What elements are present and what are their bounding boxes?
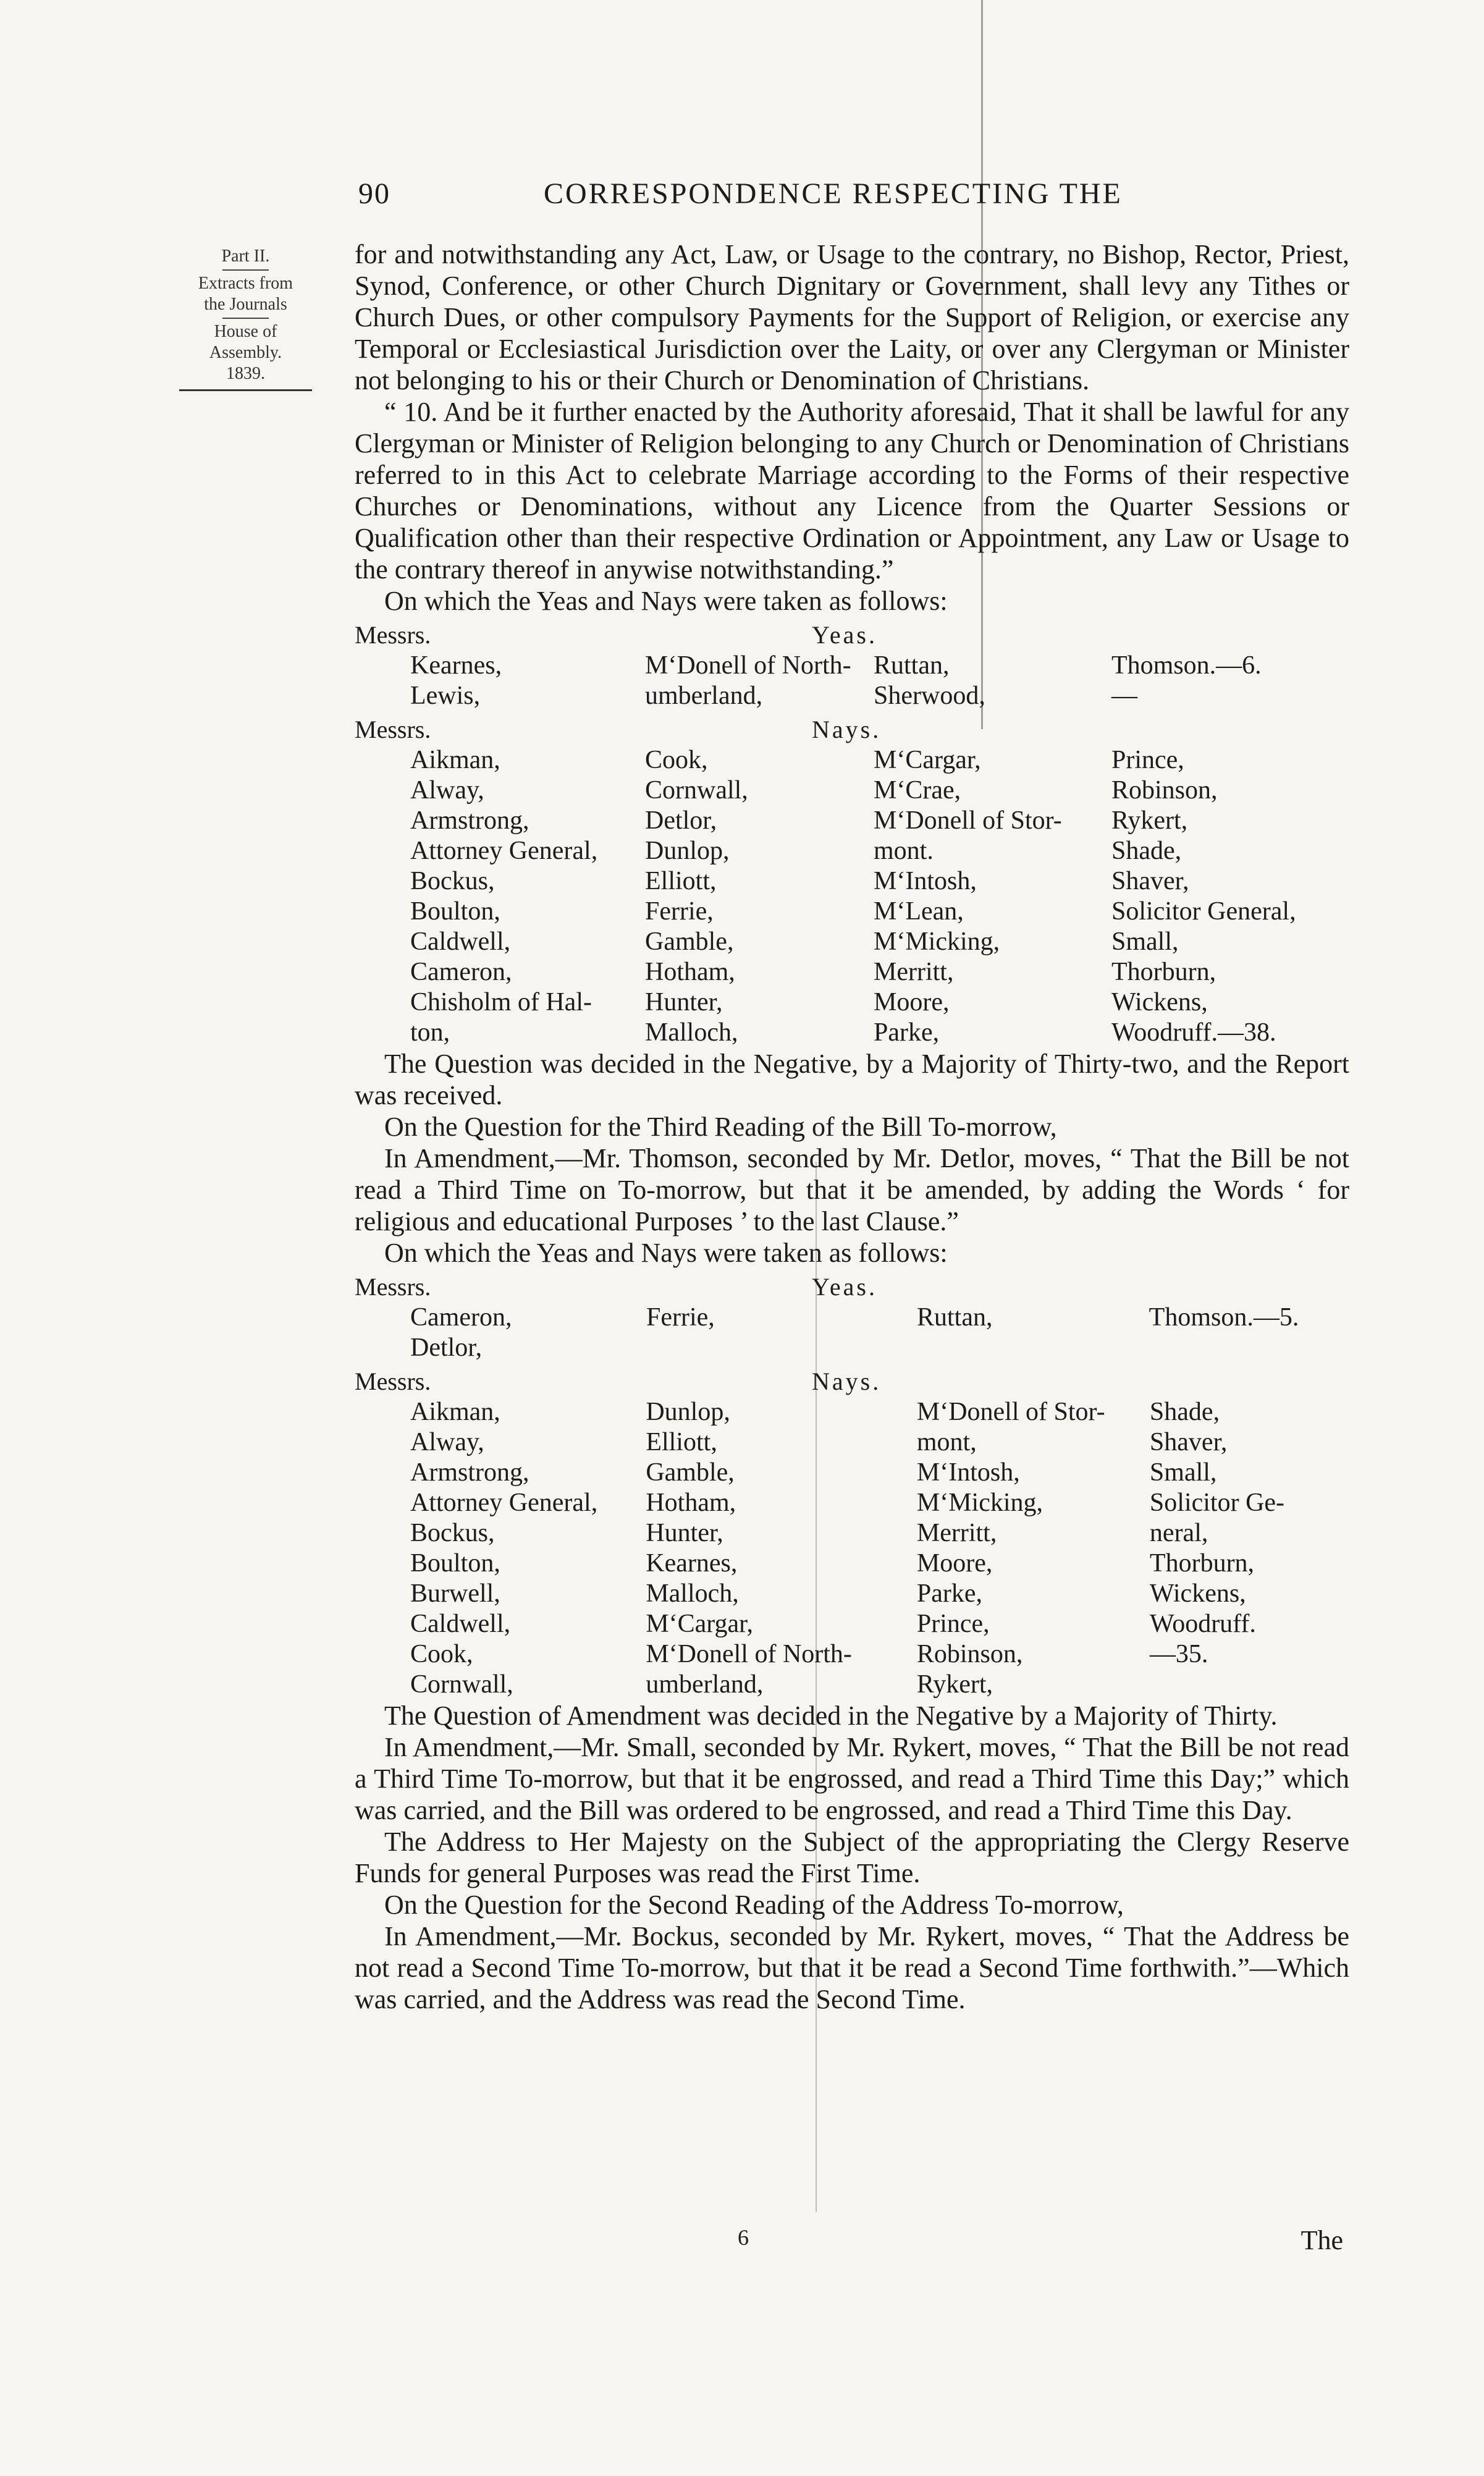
member-name: Shade, [1149, 1398, 1220, 1426]
paragraph: In Amendment,—Mr. Bockus, seconded by Mr. Rykert, moves, “ That the Address be not read a Second Time To-morrow, but that it be read a Second Time forthwith.”—Which was carried, and the Address was read the Second Time. [355, 1921, 1349, 2014]
name-row [410, 1579, 1349, 1609]
member-name: Cook, [410, 1640, 473, 1668]
catchword: The [1301, 2225, 1343, 2255]
paragraph: The Question of Amendment was decided in the Negative by a Majority of Thirty. [384, 1701, 1278, 1731]
signature-mark: 6 [738, 2225, 749, 2250]
nays-table [410, 745, 1334, 1048]
member-name: M‘Donell of North- [645, 651, 851, 680]
member-name: Aikman, [410, 1398, 500, 1426]
member-name: Aikman, [410, 746, 500, 774]
member-name: Malloch, [646, 1579, 739, 1608]
member-name: Ruttan, [916, 1303, 993, 1332]
member-name: Lewis, [410, 682, 481, 710]
member-name: Rykert, [1111, 806, 1188, 835]
member-name: Elliott, [645, 867, 717, 895]
yeas-label: Yeas. [812, 1273, 877, 1301]
member-name [917, 1333, 1149, 1363]
member-name: M‘Donell of Stor- [874, 806, 1062, 835]
margin-extract-line: Extracts from [198, 274, 293, 293]
member-name: Prince, [1111, 746, 1184, 774]
member-name: mont, [916, 1428, 977, 1456]
name-row [410, 987, 1334, 1018]
member-name: Cameron, [410, 958, 512, 986]
member-name: Kearnes, [646, 1549, 738, 1578]
member-name: Gamble, [645, 927, 734, 956]
member-name: Ferrie, [646, 1303, 715, 1332]
member-name: Solicitor Ge- [1149, 1489, 1285, 1517]
member-name: ton, [410, 1018, 450, 1047]
name-row [410, 1488, 1349, 1518]
messrs-label: Messrs. [355, 1367, 431, 1395]
member-name: Cameron, [410, 1303, 512, 1332]
paragraph: The Question was decided in the Negative, by a Majority of Thirty-two, and the Report was received. [355, 1049, 1349, 1110]
member-name: Armstrong, [410, 1458, 529, 1487]
member-name: Elliott, [646, 1428, 717, 1456]
member-name: Merritt, [916, 1519, 997, 1547]
member-name: Burwell, [410, 1579, 500, 1608]
messrs-label: Messrs. [355, 1273, 431, 1301]
name-row [410, 1518, 1349, 1549]
name-row [410, 957, 1334, 987]
member-name: Cornwall, [645, 776, 748, 805]
paragraph: The Address to Her Majesty on the Subject of the appropriating the Clergy Reserve Funds for general Purposes was read the First Time. [355, 1827, 1349, 1888]
name-row [410, 1018, 1334, 1048]
member-name: Parke, [874, 1018, 940, 1047]
member-name: Wickens, [1149, 1579, 1246, 1608]
name-row [410, 681, 1334, 711]
member-name: Thorburn, [1149, 1549, 1255, 1578]
paragraph: In Amendment,—Mr. Thomson, seconded by Mr. Detlor, moves, “ That the Bill be not read a Third Time on To-morrow, but that it be amended, by adding the Words ‘ for religious and educational Purposes ’ to the last Clause.” [355, 1143, 1349, 1236]
nays-table [410, 1397, 1349, 1700]
name-row [410, 1549, 1349, 1579]
nays-label: Nays. [812, 716, 882, 743]
member-name: Bockus, [410, 867, 495, 895]
name-row [410, 1458, 1349, 1488]
member-name: Small, [1149, 1458, 1217, 1487]
member-name: Shade, [1111, 837, 1182, 865]
running-header [358, 177, 1174, 220]
member-name: M‘Intosh, [916, 1458, 1020, 1487]
member-name: Moore, [874, 988, 950, 1016]
member-name: Small, [1111, 927, 1179, 956]
member-name: Robinson, [916, 1640, 1023, 1668]
member-name: Prince, [916, 1610, 990, 1638]
name-row [410, 1670, 1349, 1700]
member-name: Alway, [410, 776, 484, 805]
margin-house-line: 1839. [226, 364, 265, 383]
paragraph: “ 10. And be it further enacted by the Authority aforesaid, That it shall be lawful for any Clergyman or Minister of Religion belonging to any Church or Denomination of Christians referred to in this Act to celebrate Marriage according to the Forms of their respective Churches or Denominations, without any Licence from the Quarter Sessions or Qualification other than their respective Ordination or Appointment, any Law or Usage to the contrary thereof in anywise notwithstanding.” [355, 397, 1349, 585]
member-name: Woodruff. [1149, 1610, 1256, 1638]
member-name: Robinson, [1111, 776, 1218, 805]
member-name: Detlor, [410, 1333, 483, 1362]
member-name: umberland, [645, 682, 763, 710]
member-name: Ferrie, [645, 897, 714, 926]
paragraph: On which the Yeas and Nays were taken as follows: [384, 1238, 948, 1268]
member-name: M‘Crae, [874, 776, 961, 805]
member-name: Attorney General, [410, 1489, 598, 1517]
margin-rule [222, 318, 269, 319]
member-name: Chisholm of Hal- [410, 988, 592, 1016]
member-name: Parke, [916, 1579, 983, 1608]
name-row [410, 1609, 1349, 1639]
member-name: Woodruff.—38. [1111, 1018, 1276, 1047]
member-name: Thomson.—6. [1111, 651, 1262, 680]
member-name: Caldwell, [410, 927, 511, 956]
division-1-yeas [355, 619, 1349, 711]
member-name: Hunter, [645, 988, 723, 1016]
member-name: Alway, [410, 1428, 484, 1456]
margin-rule [222, 269, 269, 271]
member-name: Hotham, [645, 958, 735, 986]
member-name: Hunter, [646, 1519, 723, 1547]
member-name: Moore, [916, 1549, 993, 1578]
name-row [410, 897, 1334, 927]
member-name: Malloch, [645, 1018, 738, 1047]
member-name: M‘Donell of North- [646, 1640, 852, 1668]
member-name: M‘Micking, [874, 927, 1000, 956]
yeas-label: Yeas. [812, 621, 877, 649]
margin-extract-line: the Journals [204, 295, 287, 314]
member-name: Boulton, [410, 1549, 500, 1578]
member-name: M‘Cargar, [646, 1610, 753, 1638]
paragraph: In Amendment,—Mr. Small, seconded by Mr. Rykert, moves, “ That the Bill be not read a Third Time To-morrow, but that it be engrossed, and read a Third Time this Day;” which was carried, and the Bill was ordered to be engrossed, and read a Third Time this Day. [355, 1732, 1349, 1825]
margin-note [179, 246, 312, 391]
yeas-table [410, 1303, 1349, 1363]
member-name: umberland, [646, 1670, 764, 1699]
member-name: Ruttan, [874, 651, 950, 680]
division-1-nays [355, 714, 1349, 1048]
margin-rule [179, 389, 312, 391]
division-2-nays [355, 1366, 1349, 1700]
member-name: mont. [874, 837, 934, 865]
member-name: Bockus, [410, 1519, 495, 1547]
member-name: Boulton, [410, 897, 500, 926]
name-row [410, 775, 1334, 806]
member-name: Shaver, [1149, 1428, 1228, 1456]
name-row [410, 1397, 1349, 1427]
member-name: Dunlop, [645, 837, 730, 865]
paragraph: On the Question for the Third Reading of the Bill To-morrow, [384, 1112, 1057, 1142]
member-name: Dunlop, [646, 1398, 730, 1426]
member-name: Armstrong, [410, 806, 529, 835]
margin-part: Part II. [221, 247, 270, 266]
member-name: —35. [1149, 1640, 1208, 1668]
paragraph: On the Question for the Second Reading of the Address To-morrow, [384, 1890, 1124, 1920]
name-row [410, 927, 1334, 957]
member-name: M‘Intosh, [874, 867, 977, 895]
member-name: Merritt, [874, 958, 954, 986]
name-row [410, 836, 1334, 866]
name-row [410, 866, 1334, 897]
member-name: Sherwood, [874, 682, 985, 710]
yeas-table [410, 651, 1334, 711]
member-name: Wickens, [1111, 988, 1208, 1016]
member-name: Caldwell, [410, 1610, 511, 1638]
member-name [646, 1333, 917, 1363]
page-footer [355, 2225, 1349, 2262]
member-name: Thorburn, [1111, 958, 1216, 986]
margin-house-line: Assembly. [209, 343, 282, 362]
member-name: neral, [1149, 1519, 1208, 1547]
running-title: CORRESPONDENCE RESPECTING THE [544, 177, 1123, 210]
name-row [410, 1333, 1349, 1363]
nays-label: Nays. [812, 1367, 882, 1395]
name-row [410, 1427, 1349, 1458]
member-name: Rykert, [916, 1670, 993, 1699]
member-name: Cook, [645, 746, 708, 774]
member-name: Hotham, [646, 1489, 736, 1517]
member-name: M‘Micking, [916, 1489, 1043, 1517]
member-name: M‘Lean, [874, 897, 964, 926]
member-name: Attorney General, [410, 837, 598, 865]
page-number: 90 [358, 177, 390, 210]
name-row [410, 806, 1334, 836]
member-name [1149, 1333, 1349, 1363]
member-name: Kearnes, [410, 651, 502, 680]
name-row [410, 1303, 1349, 1333]
member-name: Gamble, [646, 1458, 735, 1487]
name-row [410, 651, 1334, 681]
margin-house-line: House of [214, 322, 277, 341]
member-name: Shaver, [1111, 867, 1189, 895]
division-2-yeas [355, 1271, 1349, 1363]
body-text [355, 239, 1349, 2015]
name-row [410, 745, 1334, 775]
member-name: M‘Cargar, [874, 746, 981, 774]
messrs-label: Messrs. [355, 621, 431, 649]
member-name: M‘Donell of Stor- [916, 1398, 1105, 1426]
messrs-label: Messrs. [355, 716, 431, 743]
paragraph: On which the Yeas and Nays were taken as follows: [384, 586, 948, 616]
name-row [410, 1639, 1349, 1670]
member-name: Detlor, [645, 806, 717, 835]
member-name: Solicitor General, [1111, 897, 1296, 926]
member-name: — [1111, 682, 1137, 710]
member-name: Cornwall, [410, 1670, 513, 1699]
member-name [1150, 1670, 1349, 1700]
member-name: Thomson.—5. [1149, 1303, 1299, 1332]
paragraph: for and notwithstanding any Act, Law, or Usage to the contrary, no Bishop, Rector, Priest, Synod, Conference, or other Church Dignitary or Government, shall levy any Tithes or Church Dues, or other compulsory Payments for the Support of Religion, or exercise any Temporal or Ecclesiastical Jurisdiction over the Laity, or over any Clergyman or Minister not belonging to his or their Church or Denomination of Christians. [355, 239, 1349, 395]
